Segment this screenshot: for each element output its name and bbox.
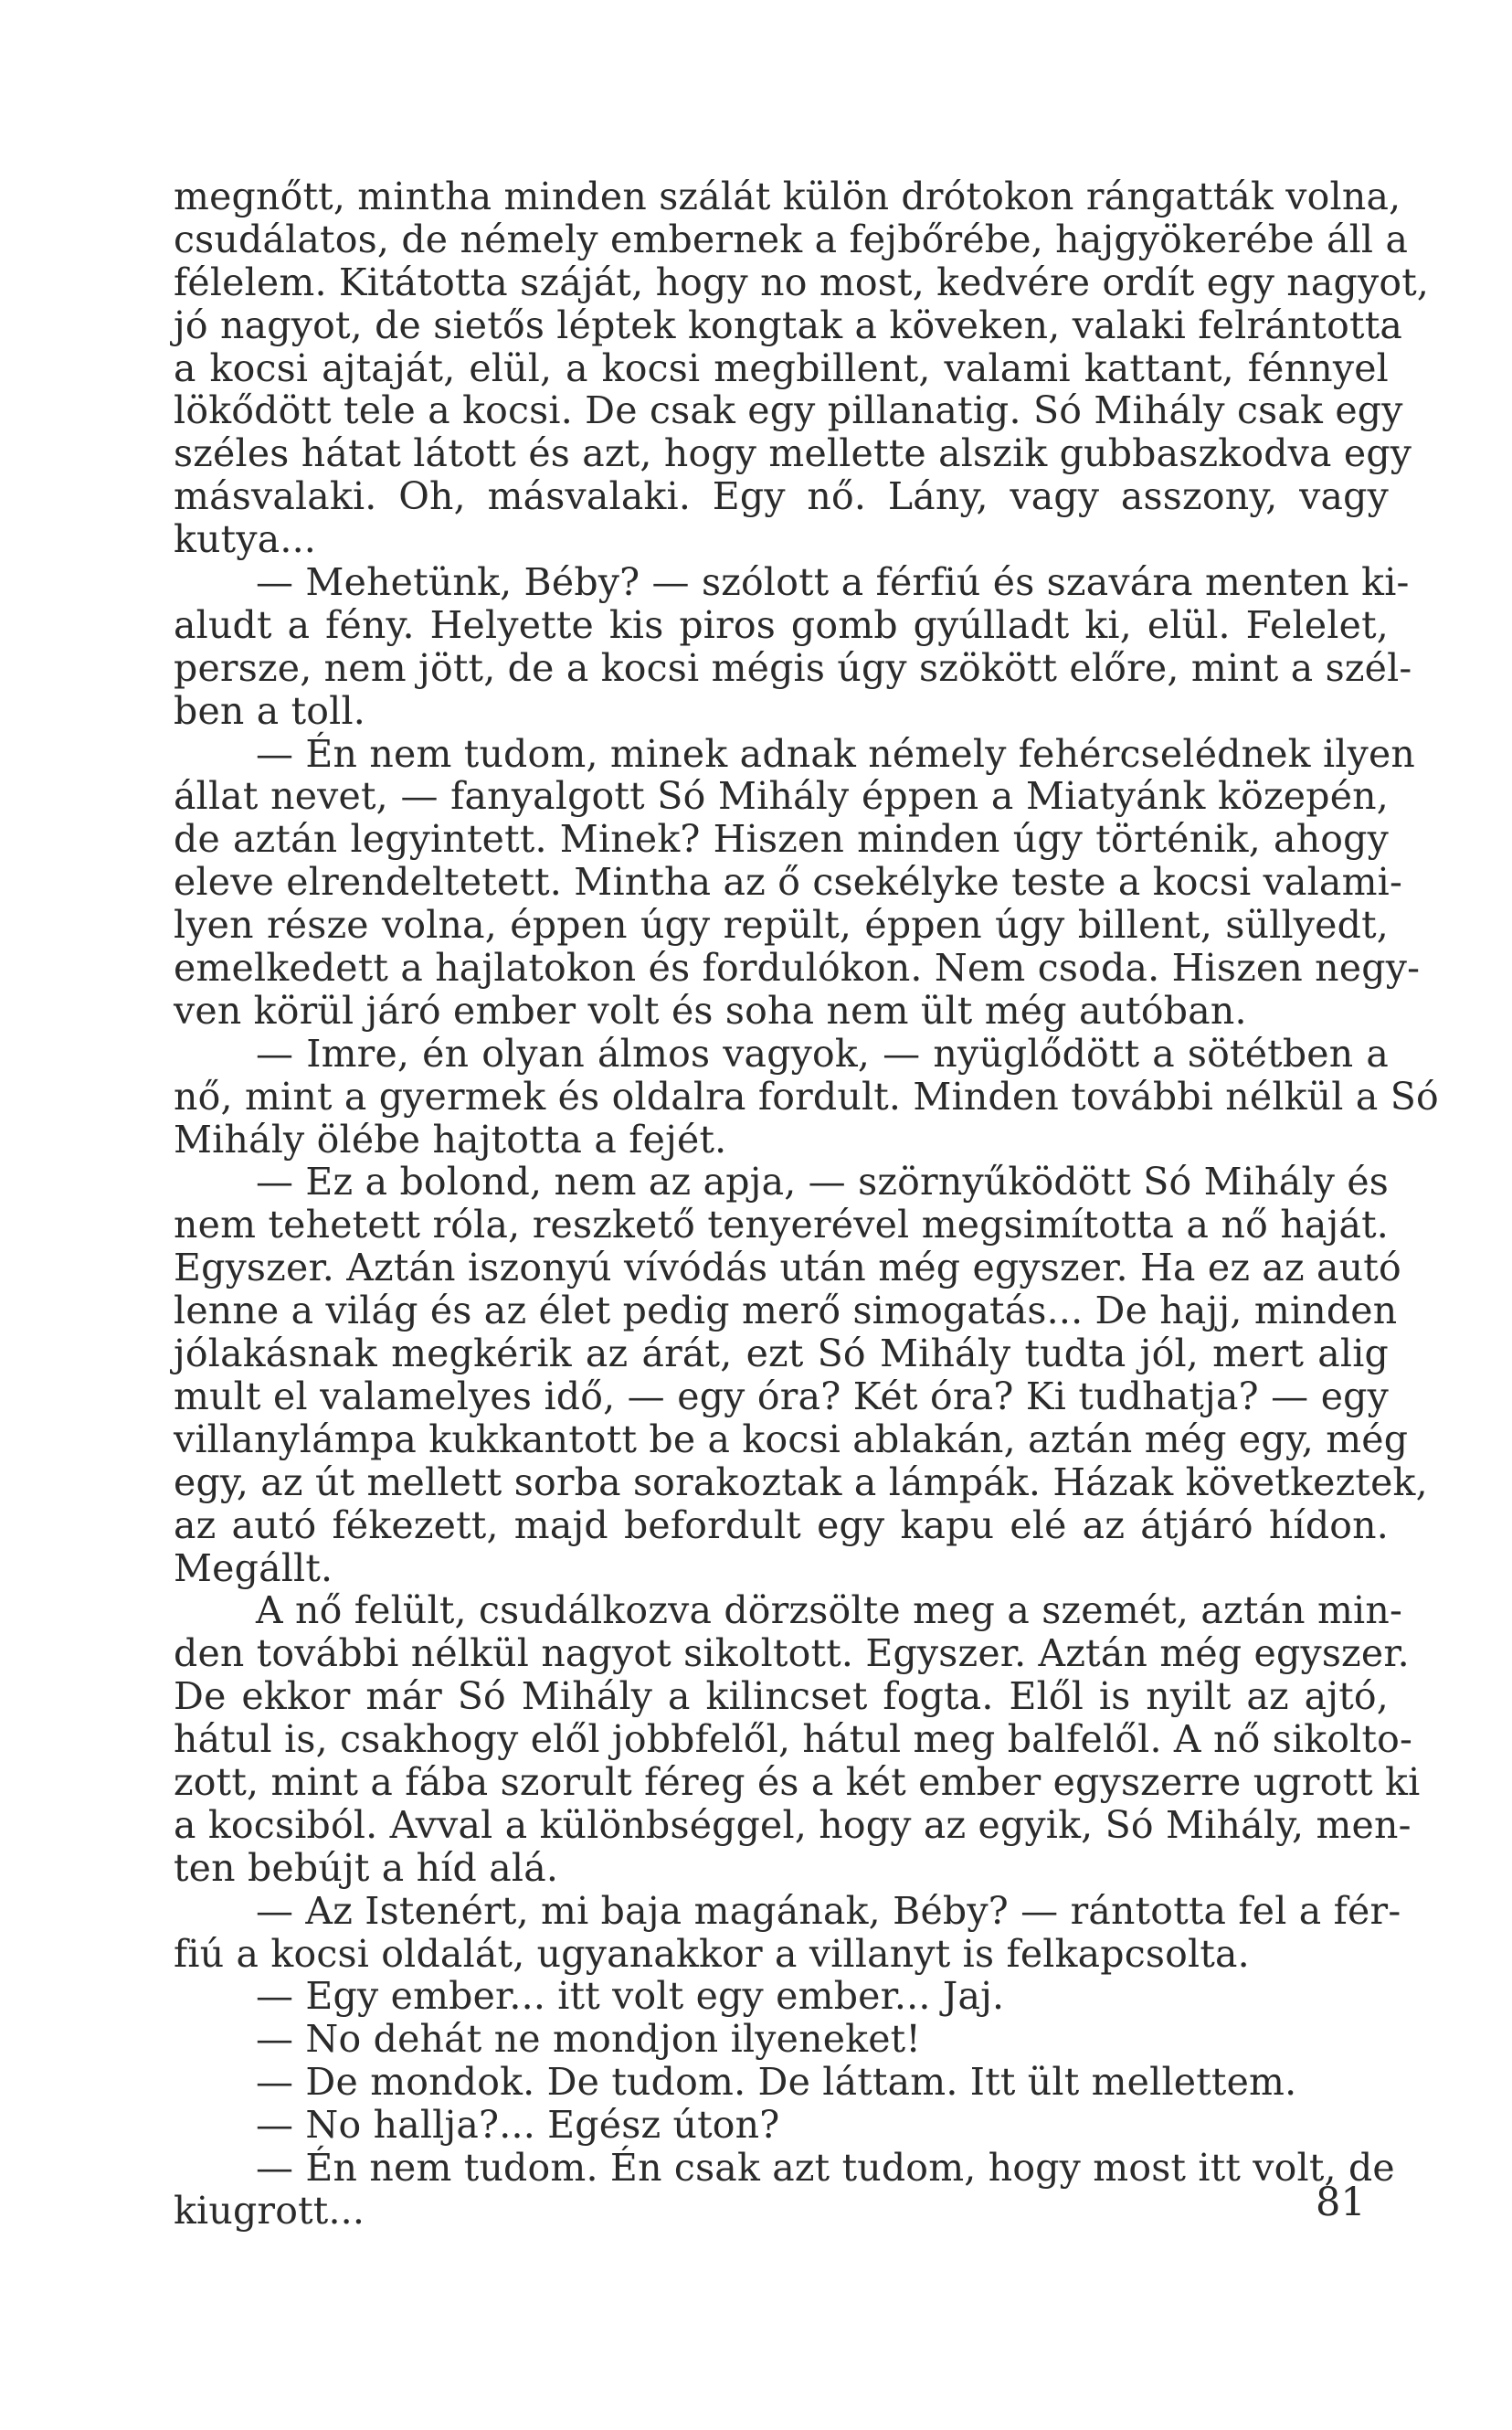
text-line: A nő felült, csudálkozva dörzsölte meg a szemét, aztán min- — [256, 1588, 1403, 1633]
text-line: — Én nem tudom. Én csak azt tudom, hogy most itt volt, de — [256, 2145, 1395, 2190]
text-line: — Imre, én olyan álmos vagyok, — nyüglődött a sötétben a — [256, 1031, 1389, 1076]
text-line: den további nélkül nagyot sikoltott. Egyszer. Aztán még egyszer. — [174, 1631, 1410, 1676]
text-line: a kocsi ajtaját, elül, a kocsi megbillent, valami kattant, fénnyel — [174, 345, 1389, 390]
text-line: állat nevet, — fanyalgott Só Mihály éppen a Miatyánk közepén, — [174, 774, 1389, 819]
text-line: aludt a fény. Helyette kis piros gomb gyúlladt ki, elül. Felelet, — [174, 602, 1389, 647]
text-line: ten bebújt a híd alá. — [174, 1845, 559, 1890]
text-line: lenne a világ és az élet pedig merő simogatás... De hajj, minden — [174, 1289, 1398, 1333]
text-line: — No dehát ne mondjon ilyeneket! — [256, 2017, 922, 2062]
text-line: nem tehetett róla, reszkető tenyerével megsimította a nő haját. — [174, 1203, 1389, 1247]
text-line: — No hallja?... Egész úton? — [256, 2103, 780, 2148]
page-body — [174, 175, 1439, 2233]
text-line: — Az Istenért, mi baja magának, Béby? — rántotta fel a fér- — [256, 1888, 1401, 1933]
text-line: — Mehetünk, Béby? — szólott a férfiú és szavára menten ki- — [256, 560, 1410, 605]
text-line: de aztán legyintett. Minek? Hiszen minden úgy történik, ahogy — [174, 817, 1389, 862]
text-line: a kocsiból. Avval a különbséggel, hogy az egyik, Só Mihály, men- — [174, 1802, 1412, 1847]
text-line: Megállt. — [174, 1545, 333, 1590]
text-line: villanylámpa kukkantott be a kocsi ablakán, aztán még egy, még — [174, 1417, 1409, 1461]
text-line: mult el valamelyes idő, — egy óra? Két óra? Ki tudhatja? — egy — [174, 1374, 1389, 1418]
text-line: széles hátat látott és azt, hogy mellette alszik gubbaszkodva egy — [174, 431, 1412, 476]
text-line: lyen része volna, éppen úgy repült, éppen úgy billent, süllyedt, — [174, 903, 1389, 948]
text-line: — Ez a bolond, nem az apja, — szörnyűködött Só Mihály és — [256, 1160, 1390, 1204]
text-line: félelem. Kitátotta száját, hogy no most, kedvére ordít egy nagyot, — [174, 260, 1430, 304]
text-line: egy, az út mellett sorba sorakoztak a lámpák. Házak következtek, — [174, 1459, 1428, 1504]
text-line: másvalaki. Oh, másvalaki. Egy nő. Lány, vagy asszony, vagy — [174, 474, 1389, 519]
text-line: — Egy ember... itt volt egy ember... Jaj. — [256, 1974, 1005, 2019]
text-line: ven körül járó ember volt és soha nem ült még autóban. — [174, 988, 1247, 1033]
text-line: az autó fékezett, majd befordult egy kapu elé az átjáró hídon. — [174, 1502, 1389, 1547]
text-line: megnőtt, mintha minden szálát külön drótokon rángatták volna, — [174, 175, 1401, 218]
text-line: eleve elrendeltetett. Mintha az ő csekélyke teste a kocsi valami- — [174, 860, 1403, 905]
text-line: csudálatos, de némely embernek a fejbőrébe, hajgyökerébe áll a — [174, 217, 1409, 261]
text-line: jó nagyot, de sietős léptek kongtak a köveken, valaki felrántotta — [174, 302, 1403, 347]
text-line: persze, nem jött, de a kocsi mégis úgy szökött előre, mint a szél- — [174, 645, 1412, 690]
text-line: fiú a kocsi oldalát, ugyanakkor a villanyt is felkapcsolta. — [174, 1931, 1250, 1976]
text-line: lökődött tele a kocsi. De csak egy pillanatig. Só Mihály csak egy — [174, 388, 1403, 433]
text-line: hátul is, csakhogy elől jobbfelől, hátul meg balfelől. A nő sikolto- — [174, 1717, 1413, 1762]
text-line: kiugrott... — [174, 2188, 365, 2233]
text-line: nő, mint a gyermek és oldalra fordult. Minden további nélkül a Só — [174, 1074, 1439, 1119]
text-line: ben a toll. — [174, 688, 366, 733]
text-line: kutya... — [174, 517, 317, 562]
text-line: Egyszer. Aztán iszonyú vívódás után még egyszer. Ha ez az autó — [174, 1246, 1401, 1290]
text-line: jólakásnak megkérik az árát, ezt Só Mihály tudta jól, mert alig — [174, 1332, 1389, 1376]
text-line: Mihály ölébe hajtotta a fejét. — [174, 1117, 727, 1162]
text-line: zott, mint a fába szorult féreg és a két ember egyszerre ugrott ki — [174, 1759, 1421, 1804]
text-line: De ekkor már Só Mihály a kilincset fogta. Elől is nyilt az ajtó, — [174, 1674, 1389, 1719]
text-line: emelkedett a hajlatokon és fordulókon. Nem csoda. Hiszen negy- — [174, 946, 1421, 991]
text-line: — Én nem tudom, minek adnak némely fehércselédnek ilyen — [256, 731, 1416, 776]
page-number: 81 — [1316, 2180, 1366, 2225]
text-line: — De mondok. De tudom. De láttam. Itt ült mellettem. — [256, 2060, 1297, 2105]
